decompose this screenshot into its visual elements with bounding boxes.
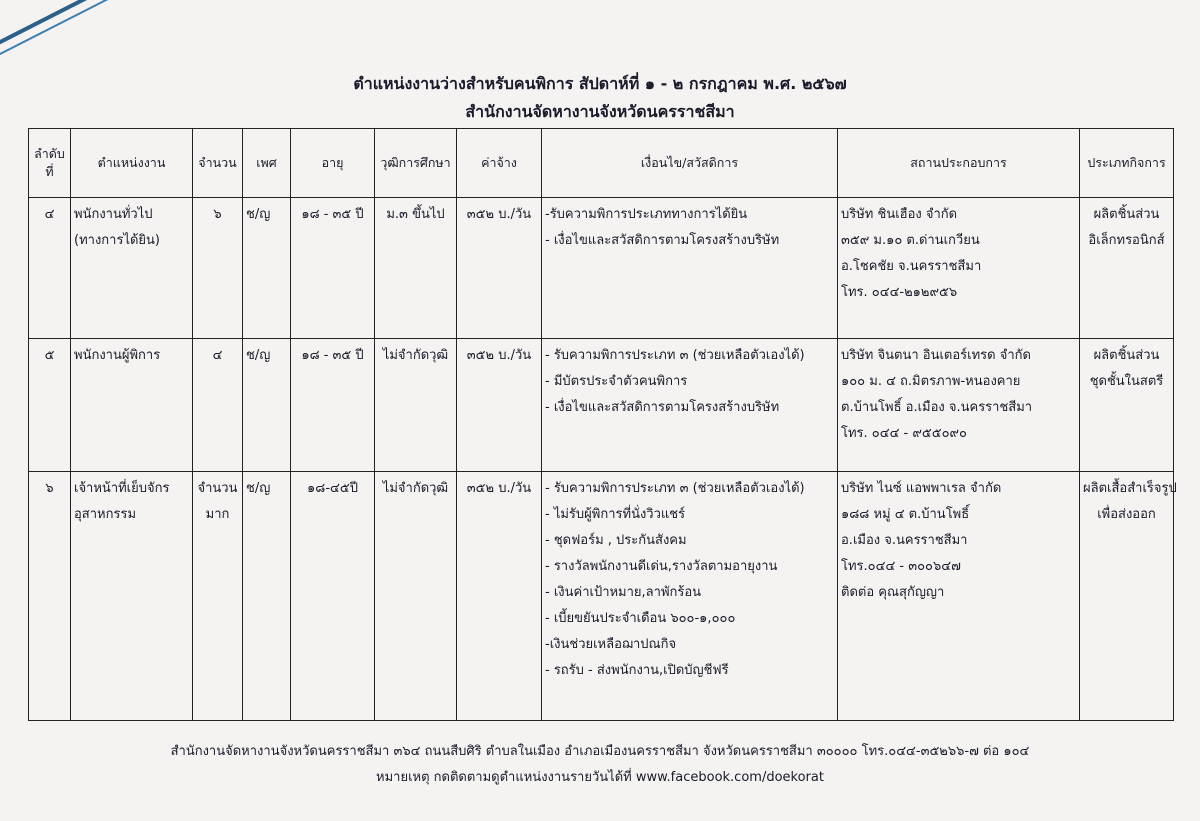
col-header-education: วุฒิการศึกษา: [375, 129, 457, 198]
count-line: มาก: [205, 507, 230, 522]
company-line: บริษัท ชินเฮือง จำกัด: [841, 207, 958, 222]
condition-line: - ชุดฟอร์ม , ประกันสังคม: [545, 533, 687, 548]
cell-wage: ๓๕๒ บ./วัน: [457, 339, 542, 472]
company-line: ๓๕๙ ม.๑๐ ต.ด่านเกวียน: [841, 233, 980, 248]
cell-age: ๑๘-๔๕ปี: [291, 472, 375, 721]
business-line: ผลิตชิ้นส่วน: [1093, 348, 1160, 363]
condition-line: - ไม่รับผู้พิการที่นั่งวิวแชร์: [545, 507, 686, 522]
table-row: [29, 472, 1174, 721]
table-row: [29, 198, 1174, 339]
cell-count: [193, 198, 243, 339]
company-line: อ.โชคชัย จ.นครราชสีมา: [841, 259, 982, 274]
company-line: โทร. ๐๔๔-๒๑๒๙๕๖: [841, 285, 958, 300]
cell-count: [193, 339, 243, 472]
cell-wage: ๓๕๒ บ./วัน: [457, 472, 542, 721]
condition-line: -เงินช่วยเหลือฌาปณกิจ: [545, 637, 677, 652]
condition-line: - รถรับ - ส่งพนักงาน,เปิดบัญชีฟรี: [545, 663, 729, 678]
company-line: บริษัท จินตนา อินเตอร์เทรด จำกัด: [841, 348, 1031, 363]
company-line: ๑๘๘ หมู่ ๔ ต.บ้านโพธิ์: [841, 507, 970, 522]
cell-company: [838, 472, 1080, 721]
col-header-age: อายุ: [291, 129, 375, 198]
company-line: บริษัท ไนซ์ แอพพาเรล จำกัด: [841, 481, 1002, 496]
business-line: ชุดชั้นในสตรี: [1089, 374, 1164, 389]
count-line: ๔: [212, 348, 223, 363]
cell-sex: ช/ญ: [243, 339, 291, 472]
col-header-conditions: เงื่อนไข/สวัสดิการ: [542, 129, 838, 198]
table-header-row: [29, 129, 1174, 198]
condition-line: - เบี้ยขยันประจำเดือน ๖๐๐-๑,๐๐๐: [545, 611, 736, 626]
count-line: จำนวน: [197, 481, 238, 496]
company-line: ติดต่อ คุณสุกัญญา: [841, 585, 945, 600]
col-header-company: สถานประกอบการ: [838, 129, 1080, 198]
condition-line: - เงื่อไขและสวัสดิการตามโครงสร้างบริษัท: [545, 400, 780, 415]
cell-education: ไม่จำกัดวุฒิ: [375, 339, 457, 472]
col-header-no: ลำดับที่: [29, 129, 71, 198]
condition-line: - มีบัตรประจำตัวคนพิการ: [545, 374, 688, 389]
col-header-business: ประเภทกิจการ: [1080, 129, 1174, 198]
cell-age: ๑๘ - ๓๕ ปี: [291, 198, 375, 339]
cell-conditions: [542, 198, 838, 339]
company-line: โทร.๐๔๔ - ๓๐๐๖๔๗: [841, 559, 961, 574]
condition-line: - รางวัลพนักงานดีเด่น,รางวัลตามอายุงาน: [545, 559, 778, 574]
condition-line: - เงินค่าเป้าหมาย,ลาพักร้อน: [545, 585, 702, 600]
condition-line: -รับความพิการประเภททางการได้ยิน: [545, 207, 748, 222]
col-header-wage: ค่าจ้าง: [457, 129, 542, 198]
position-line: เจ้าหน้าที่เย็บจักร: [74, 481, 170, 496]
cell-no: ๖: [29, 472, 71, 721]
table-row: [29, 339, 1174, 472]
cell-position: [71, 339, 193, 472]
cell-wage: ๓๕๒ บ./วัน: [457, 198, 542, 339]
cell-no: ๕: [29, 339, 71, 472]
cell-sex: ช/ญ: [243, 472, 291, 721]
position-line: (ทางการได้ยิน): [74, 233, 160, 248]
col-header-count: จำนวน: [193, 129, 243, 198]
footer-note: หมายเหตุ กดติดตามดูตำแหน่งงานรายวันได้ที่ www.facebook.com/doekorat: [376, 770, 824, 785]
cell-position: [71, 198, 193, 339]
cell-conditions: [542, 339, 838, 472]
cell-sex: ช/ญ: [243, 198, 291, 339]
position-line: พนักงานผู้พิการ: [74, 348, 161, 363]
footer-address: สำนักงานจัดหางานจังหวัดนครราชสีมา ๓๖๔ ถนนสืบศิริ ตำบลในเมือง อำเภอเมืองนครราชสีมา จังหวัดนครราชสีมา ๓๐๐๐๐ โทร.๐๔๔-๓๕๒๖๖-๗ ต่อ ๑๐๔: [170, 744, 1030, 759]
company-line: โทร. ๐๔๔ - ๙๕๕๐๙๐: [841, 426, 967, 441]
cell-business: [1080, 198, 1174, 339]
page-subtitle: สำนักงานจัดหางานจังหวัดนครราชสีมา: [465, 102, 735, 121]
cell-company: [838, 339, 1080, 472]
cell-conditions: [542, 472, 838, 721]
cell-age: ๑๘ - ๓๕ ปี: [291, 339, 375, 472]
count-line: ๖: [213, 207, 222, 222]
position-line: อุสาหกรรม: [74, 507, 137, 522]
cell-business: [1080, 472, 1177, 721]
cell-no: ๔: [29, 198, 71, 339]
business-line: เพื่อส่งออก: [1097, 507, 1156, 522]
condition-line: - เงื่อไขและสวัสดิการตามโครงสร้างบริษัท: [545, 233, 780, 248]
company-line: ๑๐๐ ม. ๔ ถ.มิตรภาพ-หนองคาย: [841, 374, 1021, 389]
cell-education: ม.๓ ขึ้นไป: [375, 198, 457, 339]
condition-line: - รับความพิการประเภท ๓ (ช่วยเหลือตัวเองได้): [545, 348, 805, 363]
job-table: [28, 128, 1177, 721]
cell-education: ไม่จำกัดวุฒิ: [375, 472, 457, 721]
cell-business: [1080, 339, 1174, 472]
business-line: ผลิตชิ้นส่วน: [1093, 207, 1160, 222]
cell-count: [193, 472, 243, 721]
col-header-sex: เพศ: [243, 129, 291, 198]
cell-position: [71, 472, 193, 721]
cell-company: [838, 198, 1080, 339]
company-line: ต.บ้านโพธิ์ อ.เมือง จ.นครราชสีมา: [841, 400, 1033, 415]
col-header-position: ตำแหน่งงาน: [71, 129, 193, 198]
business-line: ผลิตเสื้อสำเร็จรูป: [1083, 481, 1177, 496]
condition-line: - รับความพิการประเภท ๓ (ช่วยเหลือตัวเองได้): [545, 481, 805, 496]
business-line: อิเล็กทรอนิกส์: [1088, 233, 1165, 248]
corner-decor-line: [0, 0, 206, 49]
page-title: ตำแหน่งงานว่างสำหรับคนพิการ สัปดาห์ที่ ๑ - ๒ กรกฎาคม พ.ศ. ๒๕๖๗: [353, 74, 847, 93]
position-line: พนักงานทั่วไป: [74, 207, 153, 222]
company-line: อ.เมือง จ.นครราชสีมา: [841, 533, 968, 548]
